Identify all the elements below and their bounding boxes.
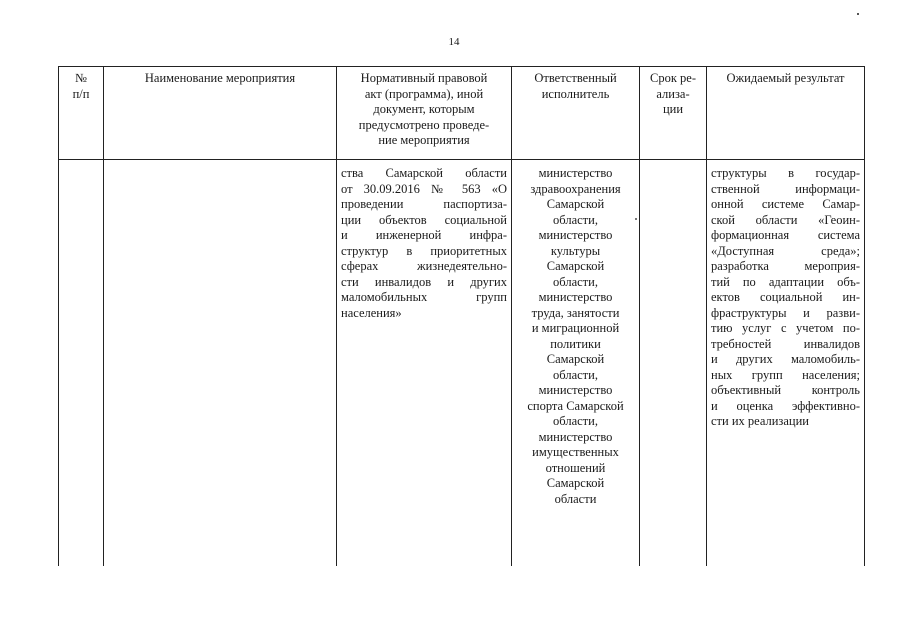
text-line: онной системе Самар-	[711, 197, 860, 211]
text-line: предусмотрено проведе-	[358, 117, 490, 132]
text-line: ственной информаци-	[711, 181, 860, 196]
text-line: министерство	[538, 166, 613, 180]
text-line: министерство	[538, 228, 613, 242]
text-line: от 30.09.2016 № 563 «О	[341, 181, 507, 196]
text-line: области	[554, 491, 597, 506]
header-measure-name	[104, 67, 337, 160]
text-line: формационная система	[711, 228, 860, 242]
header-responsible-executor	[512, 67, 640, 160]
text-line: министерство	[538, 290, 613, 304]
text-line: населения»	[341, 305, 402, 320]
text-line: акт (программа), иной	[364, 86, 484, 101]
text-line: разработка мероприя-	[711, 259, 860, 273]
text-line: министерство	[538, 383, 613, 397]
text-line: документ, которым	[373, 102, 475, 116]
text-line: ализа-	[656, 86, 690, 101]
text-line: Срок ре-	[650, 71, 696, 85]
text-line: Самарской	[546, 197, 605, 211]
text-line: тию услуг с учетом по-	[711, 321, 860, 335]
text-line: и оценка эффективно-	[711, 398, 860, 413]
text-line: Самарской	[546, 476, 605, 490]
text-line: структуры в государ-	[711, 166, 860, 180]
text-line: фраструктуры и разви-	[711, 305, 860, 320]
text-line: «Доступная среда»;	[711, 243, 860, 258]
text-line: труда, занятости	[531, 305, 620, 320]
text-line: требностей инвалидов	[711, 336, 860, 351]
cell-expected-result	[707, 160, 865, 567]
text-line: и инженерной инфра-	[341, 228, 507, 242]
cell-legal-act	[337, 160, 512, 567]
cell-measure-name	[104, 160, 337, 567]
text-line: сти их реализации	[711, 414, 809, 428]
cell-deadline	[640, 160, 707, 567]
text-line: Наименование мероприятия	[144, 71, 296, 85]
table-row	[59, 160, 865, 567]
page-number: 14	[448, 36, 460, 48]
text-line: ектов социальной ин-	[711, 290, 860, 304]
header-number	[59, 67, 104, 160]
text-line: Ответственный	[534, 71, 617, 85]
text-line: ние мероприятия	[378, 133, 470, 147]
text-line: области,	[553, 367, 598, 382]
text-line: ции	[662, 102, 684, 116]
text-line: ных групп населения;	[711, 367, 860, 382]
text-line: исполнитель	[541, 86, 610, 101]
text-line: ции объектов социальной	[341, 212, 507, 227]
text-line: и других маломобиль-	[711, 352, 860, 366]
text-line: сти инвалидов и других	[341, 274, 507, 289]
text-line: Нормативный правовой	[360, 71, 488, 85]
text-line: №	[75, 71, 87, 85]
text-line: Самарской	[546, 259, 605, 273]
text-line: политики	[550, 336, 601, 351]
text-line: отношений	[545, 460, 606, 475]
text-line: области,	[553, 414, 598, 428]
text-line: области,	[553, 212, 598, 227]
header-expected-result	[707, 67, 865, 160]
table-header-row	[59, 67, 865, 160]
text-line: маломобильных групп	[341, 290, 507, 304]
text-line: ской области «Геоин-	[711, 212, 860, 227]
cell-responsible-executor	[512, 160, 640, 567]
header-deadline	[640, 67, 707, 160]
measures-table	[58, 66, 865, 566]
text-line: проведении паспортиза-	[341, 197, 507, 211]
text-line: спорта Самарской	[527, 398, 624, 413]
text-line: министерство	[538, 429, 613, 444]
text-line: культуры	[550, 243, 601, 258]
text-line: сферах жизнедеятельно-	[341, 259, 507, 273]
text-line: области,	[553, 274, 598, 289]
text-line: тий по адаптации объ-	[711, 274, 860, 289]
scan-speck	[857, 13, 859, 15]
text-line: п/п	[72, 86, 90, 101]
cell-number	[59, 160, 104, 567]
text-line: структур в приоритетных	[341, 243, 507, 258]
text-line: ства Самарской области	[341, 166, 507, 180]
header-legal-act	[337, 67, 512, 160]
text-line: и миграционной	[531, 321, 620, 335]
text-line: имущественных	[532, 445, 619, 459]
text-line: объективный контроль	[711, 383, 860, 397]
text-line: Ожидаемый результат	[726, 71, 845, 85]
text-line: Самарской	[546, 352, 605, 366]
text-line: здравоохранения	[530, 181, 621, 196]
